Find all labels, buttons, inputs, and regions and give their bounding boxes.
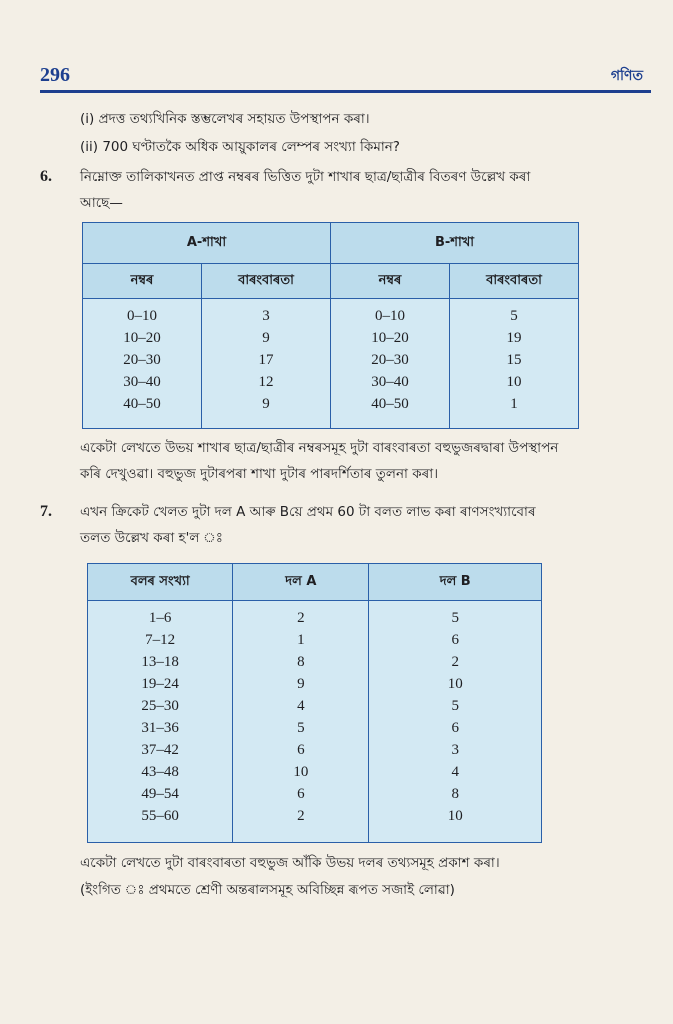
prev-item-2: (ii) 700 ঘণ্টাতকৈ অধিক আয়ুকালৰ লেম্পৰ সংখ্যা কিমান? <box>80 139 400 155</box>
a-marks-cell <box>83 299 202 429</box>
team-a-value: 8 <box>297 654 305 670</box>
team-a-value: 6 <box>297 786 305 802</box>
team-a-value: 2 <box>297 610 305 626</box>
team-b-value: 10 <box>447 676 463 692</box>
balls-value: 31–36 <box>141 720 179 736</box>
team-b-cell <box>369 601 542 843</box>
balls-value: 19–24 <box>141 676 179 692</box>
b-freq-header: বাৰংবাৰতা <box>450 264 579 299</box>
team-a-value: 2 <box>297 808 305 824</box>
b-marks-value: 0–10 <box>375 308 405 324</box>
a-marks-value: 40–50 <box>123 396 161 412</box>
a-freq-value: 12 <box>258 374 274 390</box>
a-freq-value: 9 <box>262 396 270 412</box>
question-6-intro-1: নিম্নোক্ত তালিকাখনত প্ৰাপ্ত নম্বৰৰ ভিত্তিত দুটা শাখাৰ ছাত্ৰ/ছাত্ৰীৰ বিতৰণ উল্লেখ কৰা <box>80 169 531 185</box>
a-freq-cell <box>202 299 331 429</box>
question-7-intro-1: এখন ক্ৰিকেট খেলত দুটা দল A আৰু Bয়ে প্ৰথম 60 টা বলত লাভ কৰা ৰাণসংখ্যাবোৰ <box>80 504 536 520</box>
team-b-value: 6 <box>451 720 459 736</box>
question-6-task-1: একেটা লেখতে উভয় শাখাৰ ছাত্ৰ/ছাত্ৰীৰ নম্বৰসমূহ দুটা বাৰংবাৰতা বহুভুজৰদ্বাৰা উপস্থাপন <box>80 440 559 456</box>
balls-header: বলৰ সংখ্যা <box>88 564 233 601</box>
question-7-task: একেটা লেখতে দুটা বাৰংবাৰতা বহুভুজ আঁকি উভয় দলৰ তথ্যসমূহ প্ৰকাশ কৰা। <box>80 855 500 871</box>
b-freq-value: 5 <box>510 308 518 324</box>
a-freq-header: বাৰংবাৰতা <box>202 264 331 299</box>
team-a-header: দল A <box>233 564 369 601</box>
question-6-intro-2: আছে— <box>80 195 123 211</box>
prev-item-1: (i) প্ৰদত্ত তথ্যখিনিক স্তম্ভলেখৰ সহায়ত উপস্থাপন কৰা। <box>80 111 370 127</box>
team-b-value: 5 <box>451 610 459 626</box>
a-marks-value: 0–10 <box>127 308 158 324</box>
b-marks-header: নম্বৰ <box>330 264 449 299</box>
question-6-task-2: কৰি দেখুওৱা। বহুভুজ দুটাৰপৰা শাখা দুটাৰ পাৰদৰ্শিতাৰ তুলনা কৰা। <box>80 466 439 482</box>
cricket-runs-table <box>87 563 542 843</box>
team-b-value: 2 <box>451 654 459 670</box>
b-freq-value: 10 <box>506 374 522 390</box>
b-marks-value: 10–20 <box>371 330 409 346</box>
question-7-intro-2: তলত উল্লেখ কৰা হ'ল ঃ <box>80 530 224 546</box>
question-7-number: 7. <box>40 503 52 520</box>
group-b-header: B-শাখা <box>330 223 578 264</box>
team-a-value: 9 <box>297 676 305 692</box>
balls-value: 7–12 <box>145 632 176 648</box>
team-a-value: 6 <box>297 742 305 758</box>
team-a-value: 4 <box>297 698 305 714</box>
balls-value: 49–54 <box>141 786 179 802</box>
b-marks-cell <box>330 299 449 429</box>
group-a-header: A-শাখা <box>83 223 331 264</box>
a-freq-value: 3 <box>262 308 270 324</box>
page-number: 296 <box>40 64 70 86</box>
question-7-hint: (ইংগিত ঃ প্ৰথমতে শ্ৰেণী অন্তৰালসমূহ অবিচ্ছিন্ন ৰূপত সজাই লোৱা) <box>80 882 455 898</box>
header-rule <box>40 90 651 93</box>
b-freq-value: 19 <box>506 330 522 346</box>
b-marks-value: 20–30 <box>371 352 409 368</box>
team-b-value: 10 <box>447 808 463 824</box>
team-a-value: 10 <box>293 764 309 780</box>
team-b-value: 8 <box>451 786 459 802</box>
team-b-value: 6 <box>451 632 459 648</box>
team-a-value: 1 <box>297 632 305 648</box>
a-marks-value: 10–20 <box>123 330 161 346</box>
balls-value: 25–30 <box>141 698 179 714</box>
team-a-value: 5 <box>297 720 305 736</box>
team-b-header: দল B <box>369 564 542 601</box>
team-b-value: 5 <box>451 698 459 714</box>
team-b-value: 4 <box>451 764 459 780</box>
balls-value: 1–6 <box>148 610 172 626</box>
b-marks-value: 40–50 <box>371 396 409 412</box>
b-freq-value: 15 <box>506 352 522 368</box>
a-marks-header: নম্বৰ <box>83 264 202 299</box>
a-marks-value: 30–40 <box>123 374 161 390</box>
a-freq-value: 9 <box>262 330 270 346</box>
a-freq-value: 17 <box>258 352 274 368</box>
a-marks-value: 20–30 <box>123 352 161 368</box>
balls-value: 37–42 <box>141 742 179 758</box>
b-freq-cell <box>450 299 579 429</box>
balls-value: 13–18 <box>141 654 179 670</box>
b-marks-value: 30–40 <box>371 374 409 390</box>
team-a-cell <box>233 601 369 843</box>
b-freq-value: 1 <box>510 396 518 412</box>
balls-cell <box>88 601 233 843</box>
question-6-number: 6. <box>40 168 52 185</box>
team-b-value: 3 <box>451 742 459 758</box>
header-subject: গণিত <box>610 68 643 84</box>
section-marks-table <box>82 222 579 429</box>
balls-value: 55–60 <box>141 808 179 824</box>
balls-value: 43–48 <box>141 764 179 780</box>
